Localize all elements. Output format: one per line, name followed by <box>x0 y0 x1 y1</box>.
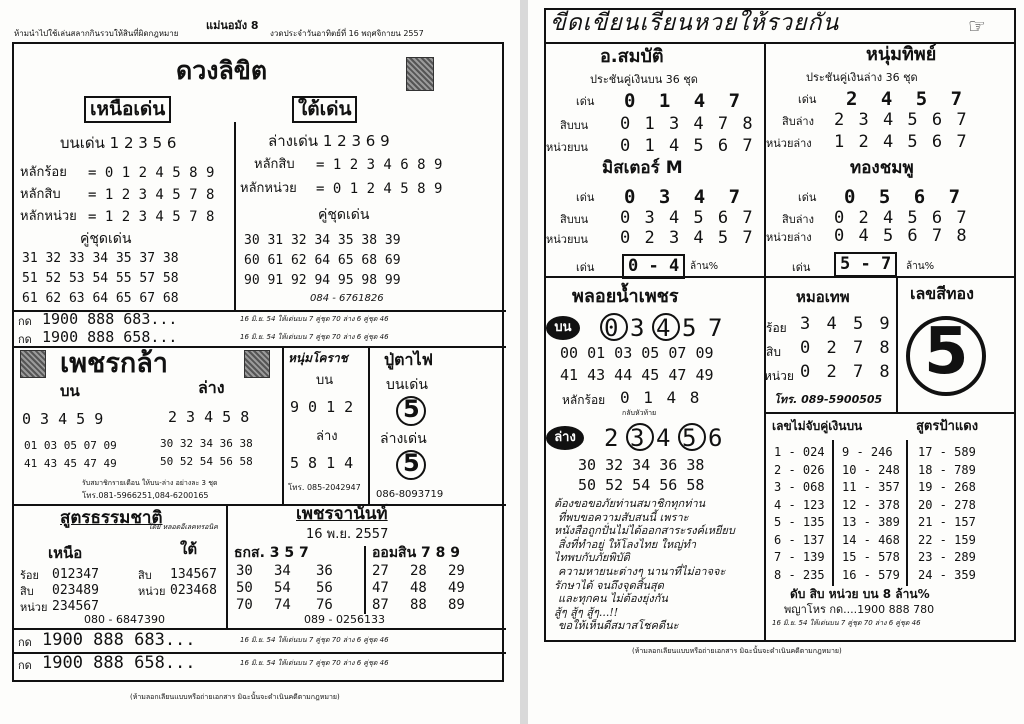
chan-col1: ธกส. 3 5 7 <box>234 545 309 561</box>
lek-cell: 9 - 246 <box>842 445 893 459</box>
left-footer: (ห้ามลอกเลียนแบบหรือถ่ายเอกสาร มิฉะนั้นจะดำเนินคดีตามกฎหมาย) <box>130 693 340 701</box>
ad-note-1: 16 มิ.ย. 54 ให้เด่นบน 7 คู่ชุด 70 ล่าง 6 คู่ชุด 46 <box>240 333 389 341</box>
mo-v-2: 0 2 7 8 <box>800 362 893 382</box>
ploy-roi-k: หลักร้อย <box>562 393 606 407</box>
petch-lang-pairs-1: 50 52 54 56 58 <box>160 455 253 468</box>
pu-bon-label: บนเด่น <box>386 377 428 393</box>
chan-cell: 36 <box>316 563 333 579</box>
lek-cell: 13 - 389 <box>842 515 900 529</box>
sutra-right-k-1: หน่วย <box>138 585 166 598</box>
ploy-roi-v: 0 1 4 8 <box>620 388 702 407</box>
ad-number-1: 1900 888 658... <box>42 328 178 346</box>
lek-cell: 10 - 248 <box>842 462 900 477</box>
mo-v-0: 3 4 5 9 <box>800 314 893 334</box>
sutra-right-v-0: 134567 <box>170 567 217 582</box>
header-draw-date: งวดประจำวันอาทิตย์ที่ 16 พฤศจิกายน 2557 <box>270 29 424 38</box>
duang-bon: บนเด่น 1 2 3 5 6 <box>60 134 177 152</box>
korat-bon-label: บน <box>316 373 334 388</box>
ploy-digit: 4 <box>656 424 671 452</box>
pink-k-0: เด่น <box>798 191 817 204</box>
ploy-digit: 3 <box>630 314 645 342</box>
tip-k-2: หน่วยล่าง <box>766 137 812 150</box>
lek-cell: 11 - 357 <box>842 480 900 494</box>
petch-bon-pairs-0: 01 03 05 07 09 <box>24 439 117 452</box>
duang-divider <box>234 122 236 312</box>
mr-k-0: เด่น <box>576 191 595 204</box>
ploy-kraap: กลับหัวท้าย <box>622 409 657 417</box>
ploy-lang-pairs-0: 30 32 34 36 38 <box>578 456 705 474</box>
duang-left-sub: เหนือเด่น <box>84 96 171 123</box>
mr-bottom-k: เด่น <box>576 261 595 274</box>
duang-row-r-v-0: = 1 2 3 4 6 8 9 <box>316 157 443 173</box>
sombat-v-1: 0 1 3 4 7 8 <box>620 114 755 134</box>
chan-cell: 29 <box>448 563 465 579</box>
ad-bottom-label-1: กด <box>18 659 32 672</box>
sutra-right-k-0: สิบ <box>138 569 152 582</box>
lek-cell: 8 - 235 <box>774 567 825 582</box>
korat-phone: โทร. 085-2042947 <box>288 483 361 492</box>
pu-phone: 086-8093719 <box>376 489 444 500</box>
chan-title: เพชรจานันท์ <box>296 504 388 524</box>
tip-v-0: 2 4 5 7 <box>846 88 969 110</box>
chan-phone: 089 - 0256133 <box>304 613 385 626</box>
lek-cell: 5 - 135 <box>774 515 825 529</box>
lek-left-divider <box>764 412 766 642</box>
ploy-digit: 4 <box>656 314 671 342</box>
handwritten-line: และทุกคน ไม่ต้องยุ่งกัน <box>558 592 668 606</box>
lek-cell: 7 - 139 <box>774 550 825 564</box>
duang-pairs-left-1: 51 52 53 54 55 57 58 <box>22 271 179 286</box>
lek-cell: 19 - 268 <box>918 480 976 494</box>
pu-divider-left <box>368 346 370 506</box>
lek-col-divider-1 <box>832 440 834 586</box>
duang-row-k-2: หลักหน่วย <box>20 209 77 224</box>
handwritten-line: ความหายนะต่างๆ นานาที่ไม่อาจจะ <box>558 565 726 578</box>
korat-title: หนุ่มโคราช <box>288 351 348 365</box>
petch-bon-pairs-1: 41 43 45 47 49 <box>24 457 117 470</box>
lek-cell: 16 - 579 <box>842 567 900 582</box>
pointing-hand-icon: ☞ <box>968 14 986 38</box>
duang-row-r-k-1: หลักหน่วย <box>240 181 297 196</box>
ad-bottom-note-1: 16 มิ.ย. 54 ให้เด่นบน 7 คู่ชุด 70 ล่าง 6 คู่ชุด 46 <box>240 659 389 667</box>
duang-stamp <box>406 57 434 91</box>
ploy-title: พลอยน้ำเพชร <box>572 286 679 307</box>
duang-phone: 084 - 6761826 <box>310 293 384 304</box>
chan-cell: 88 <box>410 597 427 613</box>
lek-cell: 14 - 468 <box>842 532 900 547</box>
ploy-digit: 7 <box>708 314 723 342</box>
top-bottom-border <box>544 276 1016 278</box>
mo-k-1: สิบ <box>766 345 781 359</box>
sutra-title: สูตรธรรมชาติ <box>60 508 163 528</box>
sutra-tai: ใต้ <box>180 540 198 558</box>
mo-v-1: 0 2 7 8 <box>800 338 893 358</box>
header-magazine: แม่นอมัง 8 <box>206 19 259 32</box>
petch-member: รับสมาชิกรายเดือน ให้บน-ล่าง อย่างละ 3 ชุด <box>82 479 218 487</box>
sutra-left-k-0: ร้อย <box>20 569 39 582</box>
lek-cell: 24 - 359 <box>918 567 976 582</box>
lek-foot1: ดับ สิบ หน่วย บน 8 ล้าน% <box>790 587 930 601</box>
ploy-bon-pairs-1: 41 43 44 45 47 49 <box>560 366 714 384</box>
duang-row-v-0: = 0 1 2 4 5 8 9 <box>88 165 215 181</box>
right-footer: (ห้ามลอกเลียนแบบหรือถ่ายเอกสาร มิฉะนั้นจะดำเนินคดีตามกฎหมาย) <box>632 647 842 655</box>
lek-title2: สูตรป้าแดง <box>916 419 979 434</box>
tip-title: หนุ่มทิพย์ <box>866 44 937 65</box>
duang-pairs-right-title: คู่ชุดเด่น <box>318 207 370 223</box>
lek-cell: 3 - 068 <box>774 480 825 494</box>
petch-bon-digits: 0 3 4 5 9 <box>22 410 104 428</box>
tip-k-0: เด่น <box>798 93 817 106</box>
petch-lang-pairs-0: 30 32 34 36 38 <box>160 437 253 450</box>
ploy-lang-pairs-1: 50 52 54 56 58 <box>578 476 705 494</box>
lek-cell: 6 - 137 <box>774 532 825 547</box>
sutra-left-v-2: 234567 <box>52 599 99 614</box>
petch-lang-digits: 2 3 4 5 8 <box>168 408 250 426</box>
mr-bottom-v: 0 - 4 <box>622 254 685 279</box>
handwritten-line: ต้องขอขอภัยท่านสมาชิกทุกท่าน <box>554 497 706 510</box>
chan-cell: 47 <box>372 580 389 596</box>
chan-cell: 74 <box>274 597 291 613</box>
duang-pairs-left-title: คู่ชุดเด่น <box>80 231 132 247</box>
handwritten-line: สิ่งที่ทำอยู่ ให้โลงไทย ใหญ่ทำ <box>558 537 697 551</box>
duang-pairs-left-0: 31 32 33 34 35 37 38 <box>22 251 179 266</box>
duang-pairs-left-2: 61 62 63 64 65 67 68 <box>22 291 179 306</box>
ad-label-1: กด <box>18 333 32 346</box>
header-warning: ห้ามนำไปใช้เล่นสลากกินรวบให้สินที่ผิดกฎหมาย <box>14 29 179 38</box>
handwritten-line: หนังสือถูกปั่นไม่ได้ออกสาระรงค์เหยียบ <box>554 524 735 538</box>
pink-v-1: 0 2 4 5 6 7 <box>834 208 969 228</box>
pink-v-2: 0 4 5 6 7 8 <box>834 226 969 246</box>
sombat-v-2: 0 1 4 5 6 7 <box>620 136 755 156</box>
sutra-left-k-2: หน่วย <box>20 601 48 614</box>
duang-row-v-1: = 1 2 3 4 5 7 8 <box>88 187 215 203</box>
ploy-divider <box>764 276 766 412</box>
pink-k-2: หน่วยล่าง <box>766 231 812 244</box>
duang-right-sub: ใต้เด่น <box>292 96 357 123</box>
chan-cell: 87 <box>372 597 389 613</box>
sombat-subtitle: ประชันคู่เงินบน 36 ชุด <box>590 73 698 86</box>
lek-cell: 18 - 789 <box>918 462 976 477</box>
duang-lang: ล่างเด่น 1 2 3 6 9 <box>268 132 390 150</box>
ad-number-0: 1900 888 683... <box>42 310 178 328</box>
mo-phone: โทร. 089-5900505 <box>774 393 883 406</box>
chan-cell: 89 <box>448 597 465 613</box>
handwritten-line: ที่พบขอความสับสนนี้ เพราะ <box>558 510 689 524</box>
duang-row-k-0: หลักร้อย <box>20 165 67 180</box>
header-border <box>544 42 1016 44</box>
ploy-bon-tag: บน <box>546 316 580 340</box>
sombat-k-1: สิบบน <box>560 119 589 132</box>
chan-cell: 48 <box>410 580 427 596</box>
ad-label-0: กด <box>18 315 32 328</box>
mr-unit: ล้าน% <box>690 261 719 272</box>
chan-divider <box>226 504 228 628</box>
gold-title: เลขสีทอง <box>910 284 974 303</box>
pink-bottom-v: 5 - 7 <box>834 252 897 277</box>
petch-phones: โทร.081-5966251,084-6200165 <box>82 491 209 500</box>
duang-pairs-right-2: 90 91 92 94 95 98 99 <box>244 273 401 288</box>
duang-row-r-v-1: = 0 1 2 4 5 8 9 <box>316 181 443 197</box>
mr-v-1: 0 3 4 5 6 7 <box>620 208 755 228</box>
lek-foot3: 16 มิ.ย. 54 ให้เด่นบน 7 คู่ชุด 70 ล่าง 6 คู่ชุด 46 <box>772 619 921 627</box>
gold-divider <box>896 276 898 412</box>
petch-stamp-right <box>244 350 270 378</box>
ad-bottom-number-0: 1900 888 683... <box>42 630 196 650</box>
chan-cell: 49 <box>448 580 465 596</box>
ad-bottom-number-1: 1900 888 658... <box>42 653 196 673</box>
duang-row-r-k-0: หลักสิบ <box>254 157 295 172</box>
mr-v-0: 0 3 4 7 <box>624 186 747 208</box>
pink-v-0: 0 5 6 7 <box>844 186 967 208</box>
chan-cell: 54 <box>274 580 291 596</box>
lek-cell: 22 - 159 <box>918 532 976 547</box>
sombat-k-2: หน่วยบน <box>546 141 588 154</box>
chan-cell: 34 <box>274 563 291 579</box>
mr-k-2: หน่วยบน <box>546 233 588 246</box>
lek-cell: 4 - 123 <box>774 497 825 512</box>
chan-cell: 27 <box>372 563 389 579</box>
chan-cell: 28 <box>410 563 427 579</box>
lek-top-border <box>764 412 1016 414</box>
mr-k-1: สิบบน <box>560 213 589 226</box>
ad-bottom-note-0: 16 มิ.ย. 54 ให้เด่นบน 7 คู่ชุด 70 ล่าง 6 คู่ชุด 46 <box>240 636 389 644</box>
lek-title: เลขไม่จับคู่เงินบน <box>772 419 863 433</box>
pink-bottom-k: เด่น <box>792 261 811 274</box>
chan-cell: 70 <box>236 597 253 613</box>
sutra-phone: 080 - 6847390 <box>84 613 165 626</box>
petch-stamp-left <box>20 350 46 378</box>
sutra-left-v-0: 012347 <box>52 567 99 582</box>
ploy-digit: 2 <box>604 424 619 452</box>
sutra-left-v-1: 023489 <box>52 583 99 598</box>
handwritten-line: สู้ๆ สู้ๆ สู้ๆ...!! <box>554 605 619 619</box>
mo-k-0: ร้อย <box>766 321 787 335</box>
ad-note-0: 16 มิ.ย. 54 ให้เด่นบน 7 คู่ชุด 70 ล่าง 6 คู่ชุด 46 <box>240 315 389 323</box>
pink-title: ทองชมพู <box>850 158 914 178</box>
right-page <box>528 0 1024 724</box>
lek-foot2: พญาโหร กด....1900 888 780 <box>784 603 935 616</box>
korat-bon-digits: 9 0 1 2 <box>290 398 354 416</box>
lek-cell: 15 - 578 <box>842 550 900 564</box>
tip-v-1: 2 3 4 5 6 7 <box>834 110 969 130</box>
lek-cell: 21 - 157 <box>918 515 976 529</box>
chan-cell: 30 <box>236 563 253 579</box>
handwritten-line: ไทพบกับภัยพิบัติ <box>554 551 630 565</box>
ploy-digit: 5 <box>682 424 697 452</box>
lek-cell: 12 - 378 <box>842 497 900 512</box>
lek-cell: 23 - 289 <box>918 550 976 564</box>
ploy-lang-tag: ล่าง <box>546 426 584 450</box>
korat-lang-digits: 5 8 1 4 <box>290 454 354 472</box>
gold-number: 5 <box>924 315 969 389</box>
chan-cell: 76 <box>316 597 333 613</box>
handwritten-line: ขอให้เห็นดีสมาสโชคดีนะ <box>558 619 679 633</box>
chan-col2: ออมสิน 7 8 9 <box>372 545 461 561</box>
korat-divider-left <box>282 346 284 506</box>
lek-cell: 1 - 024 <box>774 445 825 459</box>
mo-k-2: หน่วย <box>764 369 794 383</box>
duang-row-v-2: = 1 2 3 4 5 7 8 <box>88 209 215 225</box>
duang-pairs-right-1: 60 61 62 64 65 68 69 <box>244 253 401 268</box>
ploy-digit: 6 <box>708 424 723 452</box>
lek-col-divider-2 <box>906 440 908 586</box>
mr-v-2: 0 2 3 4 5 7 <box>620 228 755 248</box>
sutra-nuea: เหนือ <box>48 544 83 562</box>
sutra-right-v-1: 023468 <box>170 583 217 598</box>
lek-cell: 2 - 026 <box>774 462 825 477</box>
korat-lang-label: ล่าง <box>316 429 338 444</box>
tip-v-2: 1 2 4 5 6 7 <box>834 132 969 152</box>
pink-k-1: สิบล่าง <box>782 213 814 226</box>
ploy-digit: 0 <box>604 314 619 342</box>
sombat-k-0: เด่น <box>576 95 595 108</box>
lek-cell: 17 - 589 <box>918 445 976 459</box>
sombat-title: อ.สมบัติ <box>600 46 664 67</box>
pu-bon-number: 5 <box>403 395 420 423</box>
duang-row-k-1: หลักสิบ <box>20 187 61 202</box>
ploy-digit: 3 <box>630 424 645 452</box>
ploy-bon-pairs-0: 00 01 03 05 07 09 <box>560 344 714 362</box>
sutra-subtitle: โดย หลอดอีเลคทรอนิค <box>148 523 218 531</box>
chan-mid-divider <box>364 546 366 614</box>
pink-unit: ล้าน% <box>906 261 935 272</box>
petch-bottom-border <box>12 504 506 506</box>
sombat-v-0: 0 1 4 7 <box>624 90 747 112</box>
duang-pairs-right-0: 30 31 32 34 35 38 39 <box>244 233 401 248</box>
pu-lang-label: ล่างเด่น <box>380 431 427 447</box>
right-header: ขีดเขียนเรียนหวยให้รวยกัน <box>550 10 840 36</box>
sutra-left-k-1: สิบ <box>20 585 34 598</box>
pu-lang-number: 5 <box>403 449 420 477</box>
chan-date: 16 พ.ย. 2557 <box>306 527 389 542</box>
chan-cell: 50 <box>236 580 253 596</box>
pu-title: ปู่ตาไฟ <box>384 350 433 369</box>
handwritten-line: รักษาได้ จนถึงจุดสิ้นสุด <box>554 578 664 592</box>
tip-subtitle: ประชันคู่เงินล่าง 36 ชุด <box>806 71 918 84</box>
mr-title: มิสเตอร์ M <box>602 158 683 178</box>
duang-title: ดวงลิขิต <box>176 56 268 85</box>
petch-lang-label: ล่าง <box>198 378 225 397</box>
mo-title: หมอเทพ <box>796 288 850 306</box>
ploy-digit: 5 <box>682 314 697 342</box>
chan-cell: 56 <box>316 580 333 596</box>
ad-bottom-label-0: กด <box>18 636 32 649</box>
petch-bon-label: บน <box>60 382 80 400</box>
tip-k-1: สิบล่าง <box>782 115 814 128</box>
petch-title: เพชรกล้า <box>60 348 168 379</box>
lek-cell: 20 - 278 <box>918 497 976 512</box>
